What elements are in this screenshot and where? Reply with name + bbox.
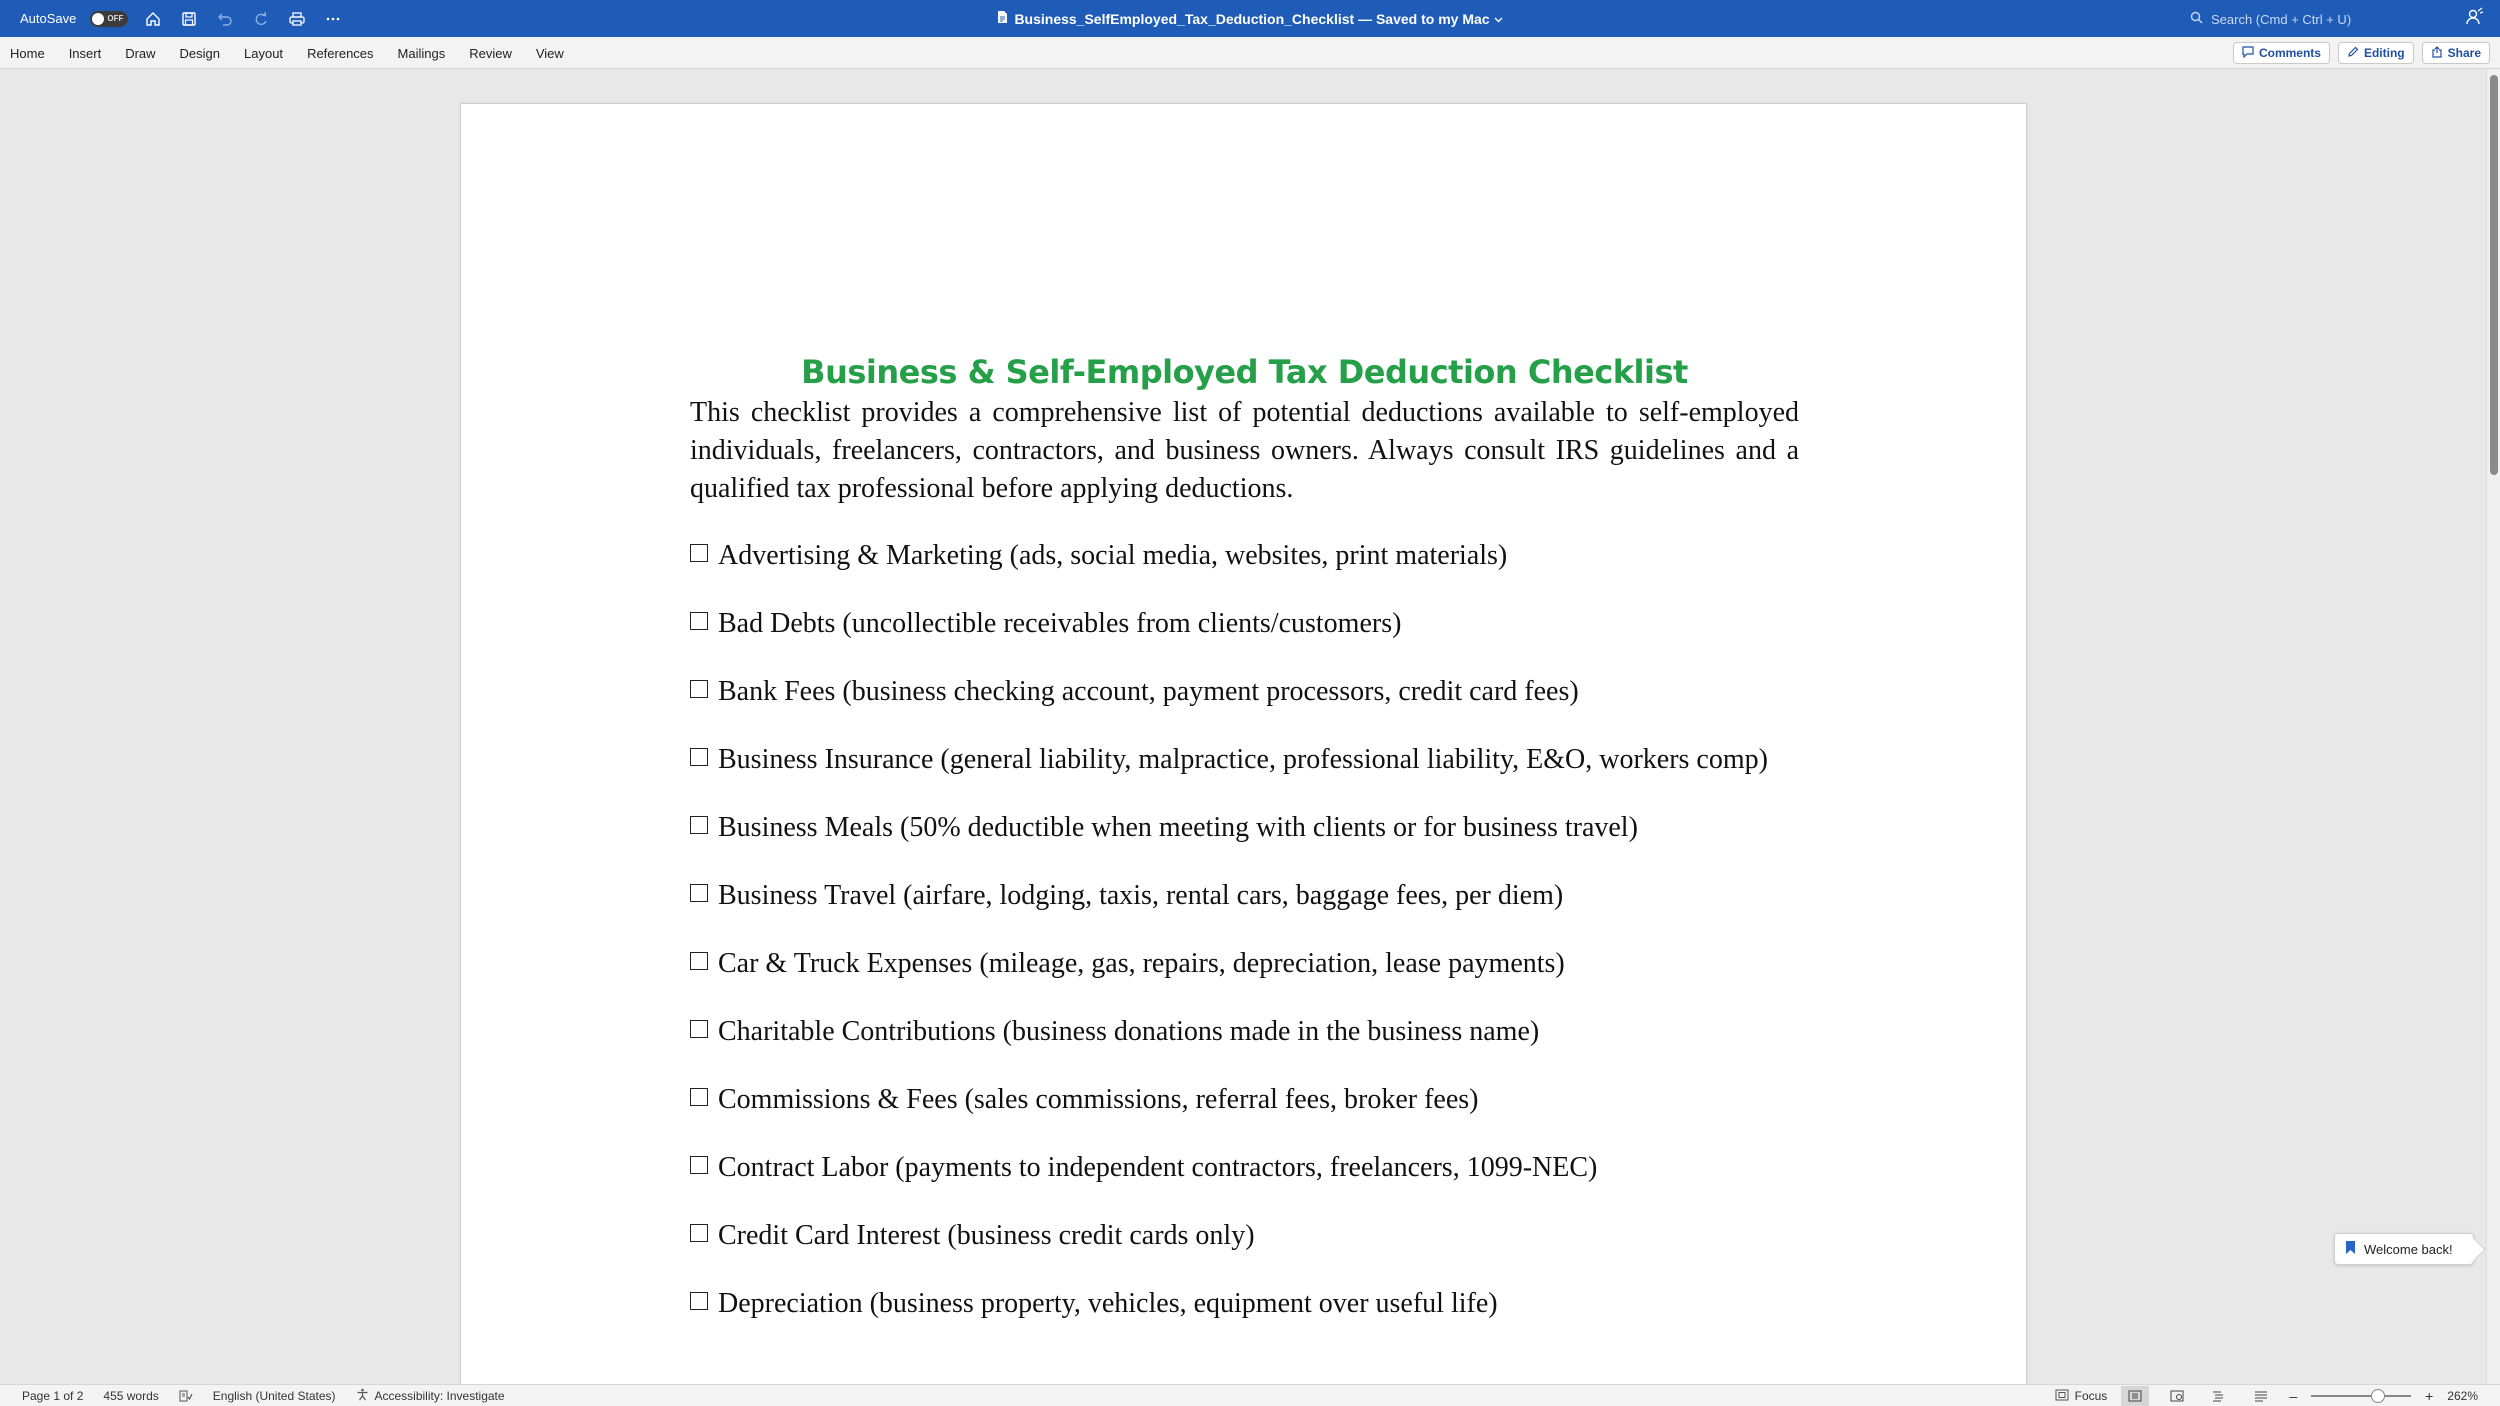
checkbox-icon bbox=[690, 1156, 708, 1174]
autosave-state: OFF bbox=[107, 13, 124, 23]
checkbox-icon bbox=[690, 748, 708, 766]
checklist-item[interactable] bbox=[690, 1148, 1799, 1188]
checklist-item[interactable] bbox=[690, 1012, 1799, 1052]
checklist-item[interactable] bbox=[690, 1216, 1799, 1256]
checklist-item-text: Contract Labor (payments to independent contractors, freelancers, 1099-NEC) bbox=[718, 1152, 1598, 1183]
status-left bbox=[22, 1385, 505, 1406]
comment-icon bbox=[2242, 46, 2254, 61]
checklist-item[interactable] bbox=[690, 1080, 1799, 1120]
autosave-toggle[interactable] bbox=[90, 11, 128, 27]
checkbox-icon bbox=[690, 884, 708, 902]
account-icon[interactable] bbox=[2465, 7, 2485, 32]
checklist-item[interactable] bbox=[690, 672, 1799, 712]
checklist-item-text: Bank Fees (business checking account, payment processors, credit card fees) bbox=[718, 676, 1579, 707]
share-label: Share bbox=[2447, 46, 2481, 60]
tab-references[interactable]: References bbox=[307, 45, 374, 61]
checklist-item[interactable] bbox=[690, 1284, 1799, 1324]
checklist-item-text: Business Meals (50% deductible when meeting with clients or for business travel) bbox=[718, 812, 1638, 843]
ribbon-actions bbox=[2233, 42, 2490, 64]
checkbox-icon bbox=[690, 1088, 708, 1106]
welcome-back-text: Welcome back! bbox=[2364, 1241, 2453, 1257]
ribbon bbox=[0, 37, 2500, 69]
accessibility-status[interactable] bbox=[356, 1388, 505, 1404]
ribbon-tabs bbox=[10, 37, 576, 69]
tab-insert[interactable]: Insert bbox=[68, 45, 102, 61]
welcome-back-toast[interactable] bbox=[2334, 1233, 2474, 1265]
tab-view[interactable]: View bbox=[535, 45, 564, 61]
tab-design[interactable]: Design bbox=[179, 45, 221, 61]
comments-label: Comments bbox=[2258, 46, 2321, 60]
focus-button[interactable] bbox=[2055, 1389, 2108, 1404]
intro-paragraph[interactable]: This checklist provides a comprehensive list of potential deductions available to self-employed individuals, freelancers, contractors, and business owners. Always consult IRS guidelines and a qualified tax professional before applying deductions. bbox=[690, 397, 1799, 504]
focus-icon bbox=[2055, 1389, 2069, 1404]
editing-label: Editing bbox=[2363, 46, 2405, 60]
checkbox-icon bbox=[690, 612, 708, 630]
accessibility-label: Accessibility: Investigate bbox=[374, 1389, 505, 1403]
checklist-item-text: Bad Debts (uncollectible receivables from clients/customers) bbox=[718, 608, 1402, 639]
pencil-icon bbox=[2347, 46, 2359, 61]
proofing-icon[interactable] bbox=[179, 1390, 193, 1402]
word-count[interactable]: 455 words bbox=[103, 1389, 159, 1403]
status-right bbox=[2055, 1385, 2478, 1406]
checkbox-icon bbox=[690, 1224, 708, 1242]
focus-label: Focus bbox=[2074, 1389, 2108, 1403]
zoom-out-button[interactable]: – bbox=[2289, 1388, 2298, 1404]
checklist-item[interactable] bbox=[690, 604, 1799, 644]
title-bar bbox=[0, 0, 2500, 37]
checklist-item-text: Car & Truck Expenses (mileage, gas, repairs, depreciation, lease payments) bbox=[718, 948, 1565, 979]
chevron-down-icon[interactable] bbox=[1494, 11, 1503, 27]
document-heading[interactable]: Business & Self-Employed Tax Deduction Checklist bbox=[801, 353, 1688, 391]
zoom-in-button[interactable]: + bbox=[2425, 1388, 2434, 1404]
checklist-item[interactable] bbox=[690, 740, 1799, 780]
checklist-item[interactable] bbox=[690, 944, 1799, 984]
status-bar bbox=[0, 1384, 2500, 1406]
language-status[interactable]: English (United States) bbox=[212, 1389, 336, 1403]
checklist-item-text: Business Travel (airfare, lodging, taxis, rental cars, baggage fees, per diem) bbox=[718, 880, 1564, 911]
document-body[interactable] bbox=[690, 350, 1799, 1324]
tab-review[interactable]: Review bbox=[469, 45, 512, 61]
comments-button[interactable] bbox=[2233, 42, 2330, 64]
checklist-item-text: Depreciation (business property, vehicles, equipment over useful life) bbox=[718, 1288, 1498, 1319]
checklist-item-text: Commissions & Fees (sales commissions, referral fees, broker fees) bbox=[718, 1084, 1479, 1115]
page-count[interactable]: Page 1 of 2 bbox=[22, 1389, 84, 1403]
checklist-item[interactable] bbox=[690, 876, 1799, 916]
document-page[interactable] bbox=[460, 103, 2027, 1384]
share-button[interactable] bbox=[2422, 42, 2490, 64]
checkbox-icon bbox=[690, 952, 708, 970]
document-title-area bbox=[0, 0, 2500, 37]
checkbox-icon bbox=[690, 816, 708, 834]
checkbox-icon bbox=[690, 1292, 708, 1310]
print-icon[interactable] bbox=[286, 8, 308, 30]
checkbox-icon bbox=[690, 1020, 708, 1038]
scrollbar-thumb[interactable] bbox=[2490, 75, 2498, 475]
undo-icon[interactable] bbox=[214, 8, 236, 30]
toggle-knob bbox=[92, 13, 104, 25]
checkbox-icon bbox=[690, 680, 708, 698]
checklist-item[interactable] bbox=[690, 536, 1799, 576]
checklist-item-text: Charitable Contributions (business donations made in the business name) bbox=[718, 1016, 1540, 1047]
zoom-level[interactable]: 262% bbox=[2447, 1389, 2478, 1403]
save-icon[interactable] bbox=[178, 8, 200, 30]
checklist-item-text: Advertising & Marketing (ads, social media, websites, print materials) bbox=[718, 540, 1508, 571]
autosave-label: AutoSave bbox=[20, 11, 77, 26]
home-icon[interactable] bbox=[142, 8, 164, 30]
checklist-item-text: Business Insurance (general liability, malpractice, professional liability, E&O, workers comp) bbox=[718, 744, 1768, 775]
bookmark-icon bbox=[2345, 1240, 2356, 1258]
checklist-item-text: Credit Card Interest (business credit cards only) bbox=[718, 1220, 1255, 1251]
accessibility-icon bbox=[356, 1388, 369, 1404]
more-icon[interactable] bbox=[322, 8, 344, 30]
redo-icon[interactable] bbox=[250, 8, 272, 30]
web-layout-view-button[interactable] bbox=[2163, 1386, 2191, 1406]
checklist-item[interactable] bbox=[690, 808, 1799, 848]
tab-layout[interactable]: Layout bbox=[244, 45, 284, 61]
search-placeholder: Search (Cmd + Ctrl + U) bbox=[2211, 11, 2352, 27]
tab-home[interactable]: Home bbox=[10, 45, 45, 61]
tab-mailings[interactable]: Mailings bbox=[397, 45, 446, 61]
checkbox-icon bbox=[690, 544, 708, 562]
share-icon bbox=[2431, 46, 2443, 61]
zoom-slider-knob[interactable] bbox=[2371, 1389, 2385, 1403]
editing-button[interactable] bbox=[2338, 42, 2414, 64]
quick-access-toolbar bbox=[20, 0, 344, 37]
zoom-slider[interactable] bbox=[2311, 1395, 2411, 1397]
search-icon bbox=[2190, 11, 2203, 27]
search-box[interactable] bbox=[2180, 6, 2460, 32]
vertical-scrollbar[interactable] bbox=[2486, 69, 2500, 1384]
print-layout-view-button[interactable] bbox=[2121, 1386, 2149, 1406]
outline-view-button[interactable] bbox=[2205, 1386, 2233, 1406]
document-title[interactable]: Business_SelfEmployed_Tax_Deduction_Checklist — Saved to my Mac bbox=[1014, 10, 1490, 27]
document-canvas[interactable] bbox=[0, 69, 2486, 1384]
tab-draw[interactable]: Draw bbox=[125, 45, 156, 61]
draft-view-button[interactable] bbox=[2247, 1386, 2275, 1406]
document-icon bbox=[997, 10, 1008, 27]
